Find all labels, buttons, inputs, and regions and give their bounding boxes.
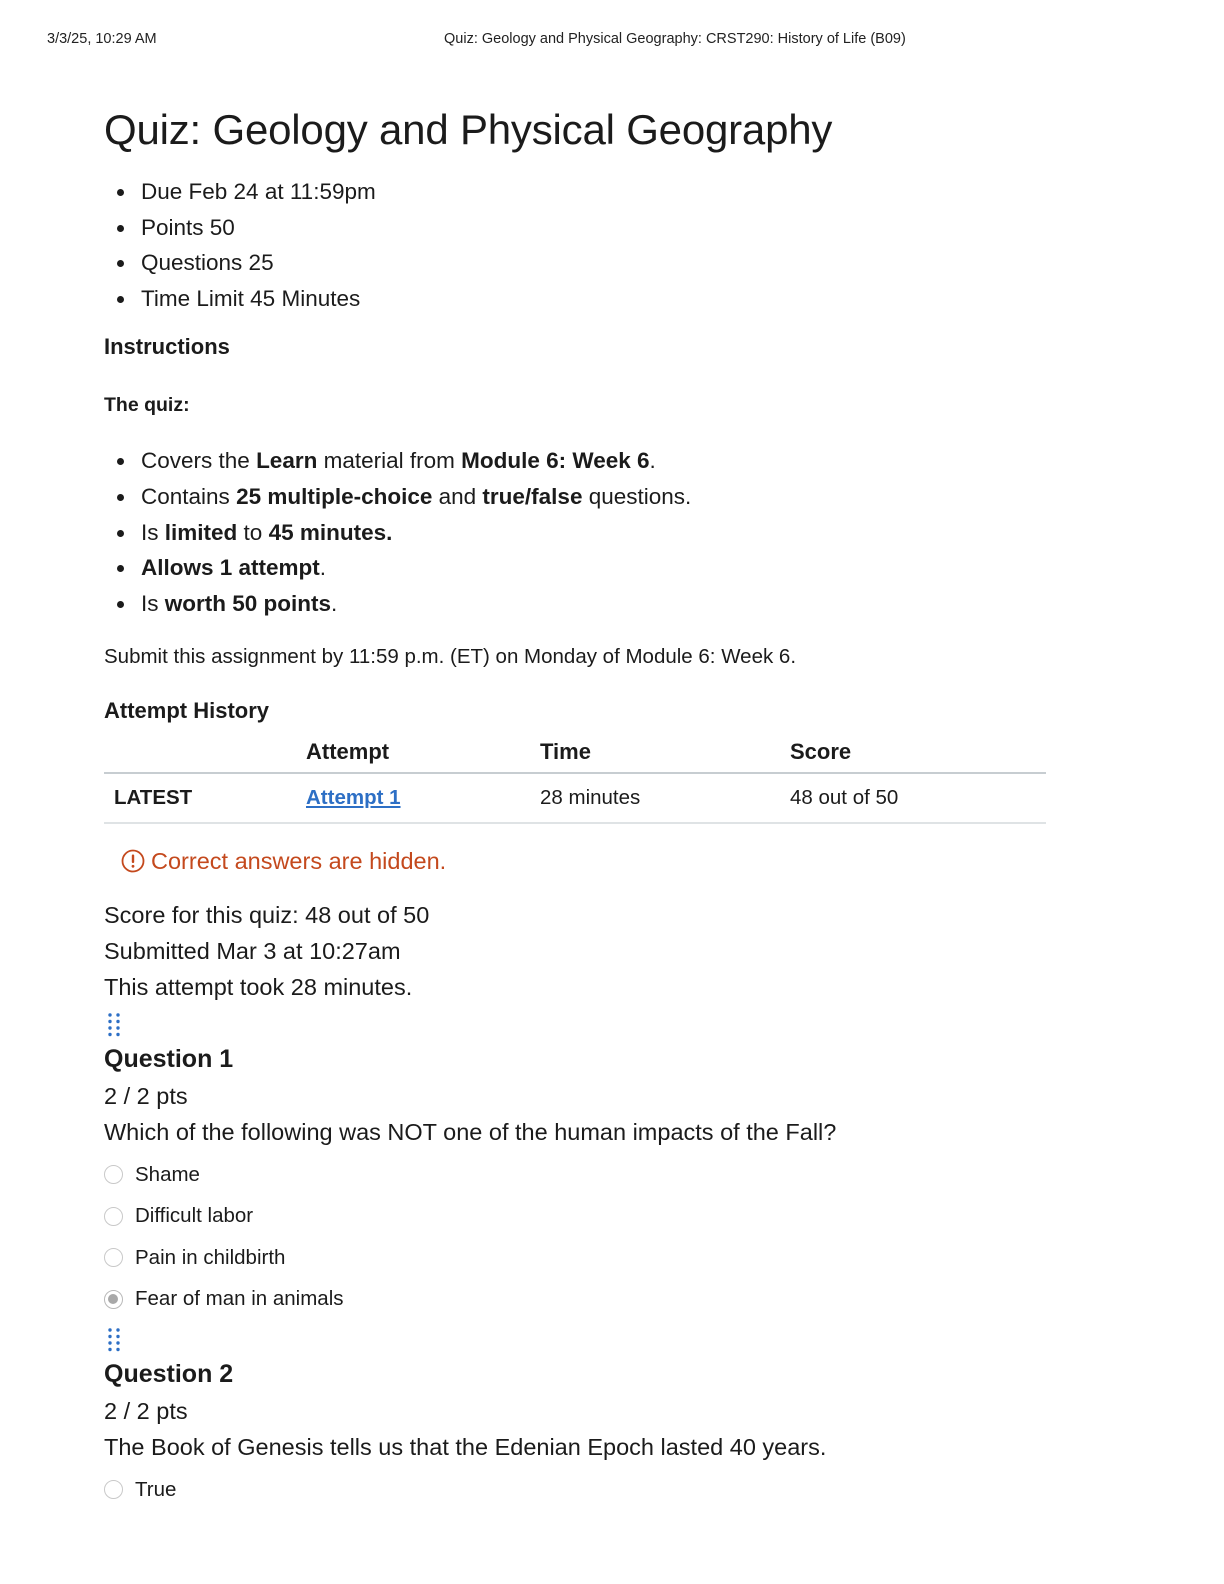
submission-deadline-note: Submit this assignment by 11:59 p.m. (ET) on Monday of Module 6: Week 6.: [104, 645, 797, 669]
rule-item: Is worth 50 points.: [104, 586, 1049, 622]
attempt-history-table: [104, 739, 1046, 824]
quiz-details-list: [104, 174, 1049, 316]
points-total: Points 50: [104, 210, 1049, 246]
submitted-time: Submitted Mar 3 at 10:27am: [104, 937, 401, 964]
quiz-title: Quiz: Geology and Physical Geography: [104, 106, 833, 153]
quiz-content: [104, 104, 1049, 1511]
rule-item: Is limited to 45 minutes.: [104, 515, 1049, 551]
rule-item: Contains 25 multiple-choice and true/false questions.: [104, 479, 1049, 515]
question-count: Questions 25: [104, 245, 1049, 281]
answer-option: [104, 1279, 1049, 1321]
radio-button[interactable]: [104, 1165, 123, 1184]
column-header-attempt: Attempt: [306, 739, 540, 773]
question-title: Question 1: [104, 1045, 234, 1074]
instructions-subheading: The quiz:: [104, 394, 190, 417]
latest-label: LATEST: [104, 773, 306, 823]
rule-item: Allows 1 attempt.: [104, 550, 1049, 586]
quiz-score: Score for this quiz: 48 out of 50: [104, 902, 430, 929]
question-text: The Book of Genesis tells us that the Edenian Epoch lasted 40 years.: [104, 1434, 827, 1461]
answer-option: [104, 1196, 1049, 1238]
answer-option: [104, 1154, 1049, 1196]
question-points: 2 / 2 pts: [104, 1398, 188, 1425]
table-row: [104, 773, 1046, 823]
instructions-rules-list: [104, 443, 1049, 621]
print-header: [47, 31, 1177, 51]
radio-button[interactable]: [104, 1207, 123, 1226]
attempt-summary: [104, 898, 1049, 1005]
time-limit: Time Limit 45 Minutes: [104, 281, 1049, 317]
instructions-heading: Instructions: [104, 334, 230, 360]
answer-label: True: [135, 1477, 177, 1501]
answer-label: Fear of man in animals: [135, 1287, 344, 1311]
attempt-link[interactable]: Attempt 1: [306, 786, 401, 810]
correct-answers-hidden-notice: [121, 846, 1049, 876]
answer-label: Difficult labor: [135, 1204, 254, 1228]
question-points: 2 / 2 pts: [104, 1083, 188, 1110]
answer-option: [104, 1237, 1049, 1279]
answer-label: Shame: [135, 1162, 200, 1186]
attempt-score: 48 out of 50: [790, 773, 1046, 823]
answer-option: [104, 1469, 1049, 1511]
question-block: [104, 1011, 1049, 1320]
attempt-time: 28 minutes: [540, 773, 790, 823]
answer-list: [104, 1154, 1049, 1320]
rule-item: Covers the Learn material from Module 6: Week 6.: [104, 443, 1049, 479]
print-document-title: Quiz: Geology and Physical Geography: CRST290: History of Life (B09): [444, 31, 906, 47]
column-header-score: Score: [790, 739, 1046, 773]
column-header-time: Time: [540, 739, 790, 773]
print-date: 3/3/25, 10:29 AM: [47, 31, 157, 47]
exclamation-circle-icon: [121, 849, 145, 873]
drag-handle-icon[interactable]: [106, 1326, 126, 1354]
question-title: Question 2: [104, 1360, 234, 1389]
due-date: Due Feb 24 at 11:59pm: [104, 174, 1049, 210]
column-header-blank: [104, 739, 306, 773]
radio-button[interactable]: [104, 1248, 123, 1267]
radio-button-selected[interactable]: [104, 1290, 123, 1309]
table-header-row: [104, 739, 1046, 773]
radio-button[interactable]: [104, 1480, 123, 1499]
hidden-notice-text: Correct answers are hidden.: [151, 848, 447, 875]
drag-handle-icon[interactable]: [106, 1011, 126, 1039]
question-text: Which of the following was NOT one of the human impacts of the Fall?: [104, 1119, 837, 1146]
answer-list: [104, 1469, 1049, 1511]
question-block: [104, 1326, 1049, 1511]
attempt-duration: This attempt took 28 minutes.: [104, 973, 413, 1000]
answer-label: Pain in childbirth: [135, 1245, 286, 1269]
attempt-history-heading: Attempt History: [104, 698, 270, 724]
